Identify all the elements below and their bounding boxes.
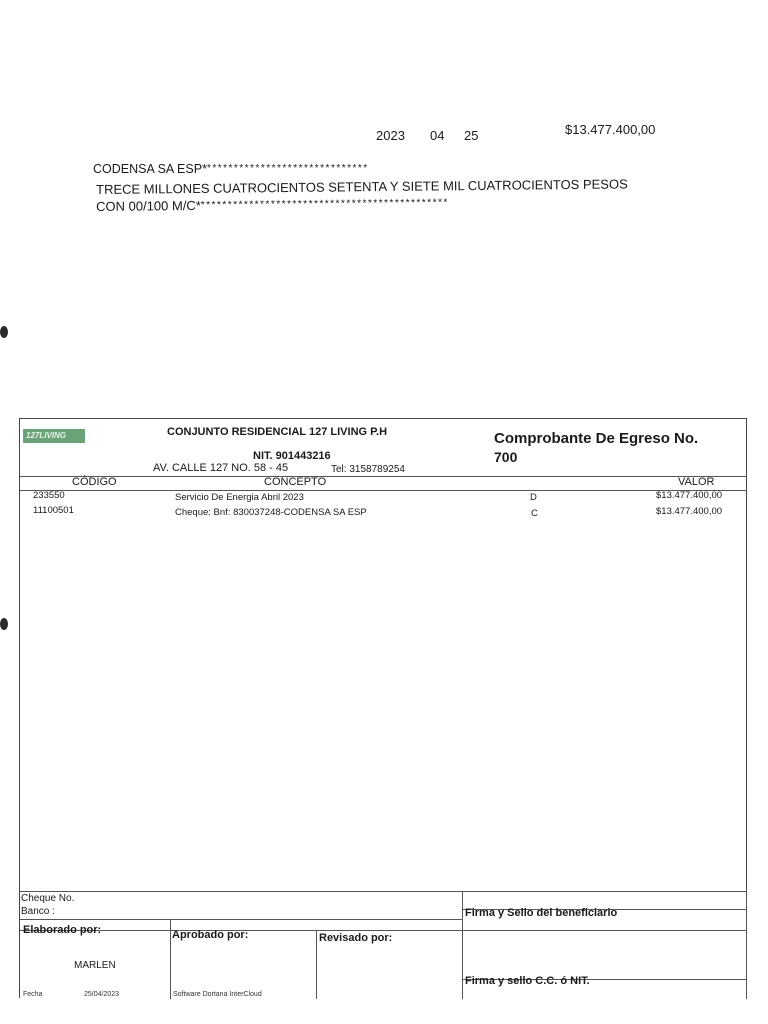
reviewed-by-label: Revisado por: (319, 932, 393, 944)
header-rule-bottom (20, 490, 747, 491)
scan-speck (0, 326, 8, 338)
expense-voucher (19, 418, 747, 998)
date-value: 25/04/2023 (84, 991, 120, 998)
voucher-number: 700 (494, 449, 518, 465)
row-type: C (531, 508, 538, 519)
cheque-number-label: Cheque No. (21, 893, 75, 904)
row-concept: Cheque: Bnf: 830037248-CODENSA SA ESP (175, 507, 367, 518)
column-header-code: CÓDIGO (72, 476, 117, 488)
cheque-amount-words-stars: ********************************************** (200, 197, 449, 211)
organization-address: AV. CALLE 127 NO. 58 - 45 (153, 462, 289, 474)
footer-divider (170, 919, 171, 999)
footer-divider (462, 891, 463, 999)
cheque-payee-line (93, 162, 369, 176)
prepared-by-label: Elaborado por: (23, 924, 102, 936)
footer-rule-lower (20, 930, 747, 931)
row-concept: Servicio De Energia Abril 2023 (175, 492, 304, 503)
beneficiary-signature-label: Firma y Sello del beneficiario (465, 907, 618, 919)
voucher-title: Comprobante De Egreso No. (494, 430, 699, 447)
row-code: 11100501 (33, 505, 74, 516)
footer-divider (746, 891, 747, 999)
cheque-year: 2023 (376, 128, 405, 143)
cheque-payee-stars: ****************************** (206, 163, 369, 174)
footer-rule-mid (20, 919, 462, 920)
organization-name: CONJUNTO RESIDENCIAL 127 LIVING P.H (167, 426, 388, 438)
cheque-month: 04 (430, 128, 445, 143)
approved-by-label: Aprobado por: (172, 929, 249, 941)
organization-nit: NIT. 901443216 (253, 450, 331, 462)
column-header-concept: CONCEPTO (264, 476, 327, 488)
row-type: D (530, 492, 537, 503)
row-value: $13.477.400,00 (656, 490, 723, 501)
footer-rule-top (20, 891, 747, 892)
footer-divider (316, 930, 317, 999)
organization-phone: Tel: 3158789254 (331, 464, 405, 475)
date-label: Fecha (23, 991, 43, 998)
cheque-amount-words-line2-wrap (96, 195, 449, 214)
cheque-payee: CODENSA SA ESP* (93, 162, 207, 176)
software-credit: Software Dortana InterCloud (173, 991, 262, 998)
row-value: $13.477.400,00 (656, 506, 723, 517)
cheque-amount: $13.477.400,00 (565, 122, 656, 137)
cheque-amount-words-line1: TRECE MILLONES CUATROCIENTOS SETENTA Y SIETE MIL CUATROCIENTOS PESOS (96, 176, 628, 197)
preparer-name: MARLEN (74, 960, 116, 971)
row-code: 233550 (33, 490, 65, 501)
organization-logo: 127LIVING (23, 429, 85, 443)
bank-label: Banco : (21, 906, 55, 917)
cheque-day: 25 (464, 128, 479, 143)
column-header-value: VALOR (678, 476, 715, 488)
signature-id-label: Firma y sello C.C. ó NIT. (465, 975, 590, 987)
cheque-amount-words-line2: CON 00/100 M/C* (96, 197, 201, 214)
scan-speck (0, 618, 8, 630)
header-rule-top (20, 476, 747, 477)
